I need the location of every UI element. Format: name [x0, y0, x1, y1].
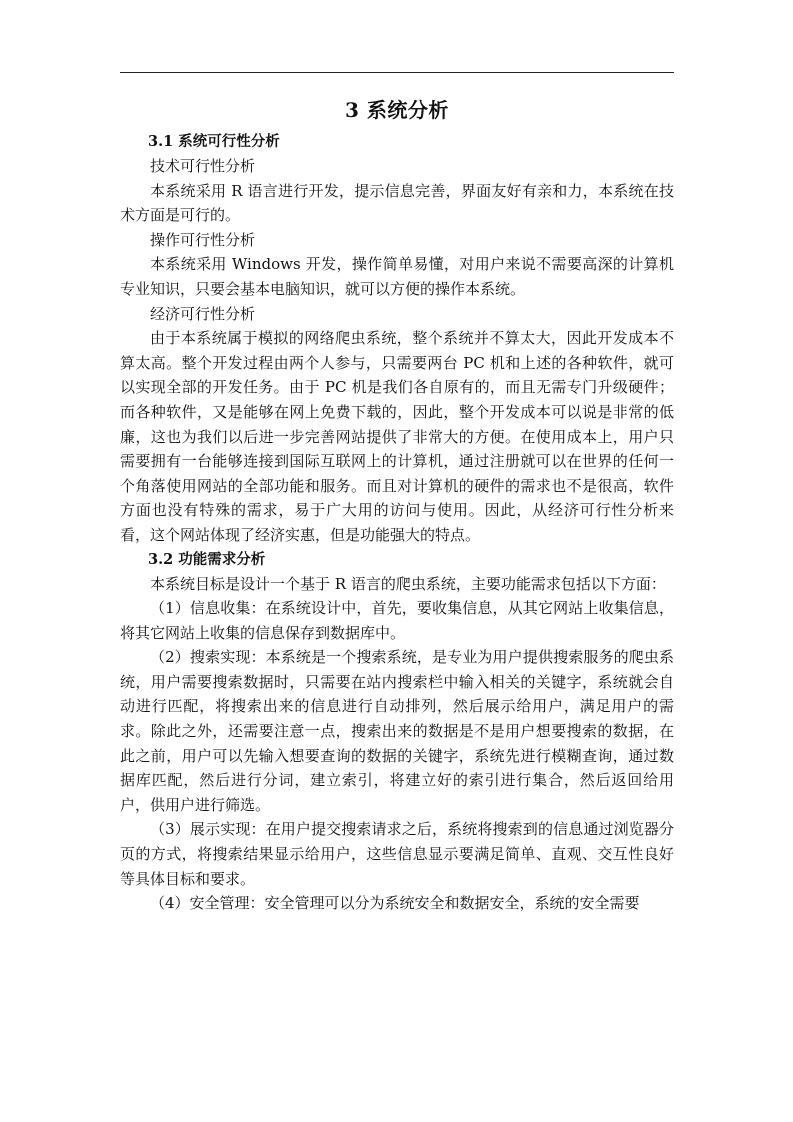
list-item-display: （3）展示实现：在用户提交搜索请求之后，系统将搜索到的信息通过浏览器分页的方式，将搜索结果显示给用户，这些信息显示要满足简单、直观、交互性良好等具体目标和要求。 [120, 820, 674, 888]
section-heading-3-2: 3.2 功能需求分析 [148, 550, 266, 568]
section-heading-3-1: 3.1 系统可行性分析 [148, 133, 280, 150]
subheading-operational-feasibility: 操作可行性分析 [150, 230, 256, 249]
list-item-search: （2）搜索实现：本系统是一个搜索系统，是专业为用户提供搜索服务的爬虫系统，用户需要搜索数据时，只需要在站内搜索栏中输入相关的关键字，系统就会自动进行匹配，将搜索出来的信息进行自动排列，然后展示给用户，满足用户的需求。除此之外，还需要注意一点，搜索出来的数据是不是用户想要搜索的数据，在此之前，用户可以先输入想要查询的数据的关键字，系统先进行模糊查询，通过数据库匹配，然后进行分词，建立索引，将建立好的索引进行集合，然后返回给用户，供用户进行筛选。 [120, 648, 674, 814]
subheading-economic-feasibility: 经济可行性分析 [150, 304, 256, 323]
paragraph-operational-feasibility: 本系统采用 Windows 开发，操作简单易懂，对用户来说不需要高深的计算机专业知识，只要会基本电脑知识，就可以方便的操作本系统。 [120, 255, 674, 298]
paragraph-technical-feasibility: 本系统采用 R 语言进行开发，提示信息完善，界面友好有亲和力，本系统在技术方面是可行的。 [120, 181, 674, 225]
page-content [120, 90, 674, 916]
list-item-security: （4）安全管理：安全管理可以分为系统安全和数据安全，系统的安全需要 [150, 894, 640, 913]
header-rule [120, 72, 674, 73]
list-item-info-collection: （1）信息收集：在系统设计中，首先，要收集信息，从其它网站上收集信息，将其它网站上收集的信息保存到数据库中。 [120, 599, 674, 642]
chapter-title: 3 系统分析 [345, 98, 449, 122]
subheading-technical-feasibility: 技术可行性分析 [150, 157, 256, 175]
paragraph-economic-feasibility: 由于本系统属于模拟的网络爬虫系统，整个系统并不算太大，因此开发成本不算太高。整个开发过程由两个人参与，只需要两台 PC 机和上述的各种软件，就可以实现全部的开发任务。由于 PC 机是我们各自原有的，而且无需专门升级硬件；而各种软件，又是能够在网上免费下载的，因此，整个开发成本可以说是非常的低廉，这也为我们以后进一步完善网站提供了非常大的方便。在使用成本上，用户只需要拥有一台能够连接到国际互联网上的计算机，通过注册就可以在世界的任何一个角落使用网站的全部功能和服务。而且对计算机的硬件的需求也不是很高，软件方面也没有特殊的需求，易于广大用的访问与使用。因此，从经济可行性分析来看，这个网站体现了经济实惠，但是功能强大的特点。 [120, 329, 674, 544]
paragraph-requirements-intro: 本系统目标是设计一个基于 R 语言的爬虫系统，主要功能需求包括以下方面： [150, 574, 666, 593]
